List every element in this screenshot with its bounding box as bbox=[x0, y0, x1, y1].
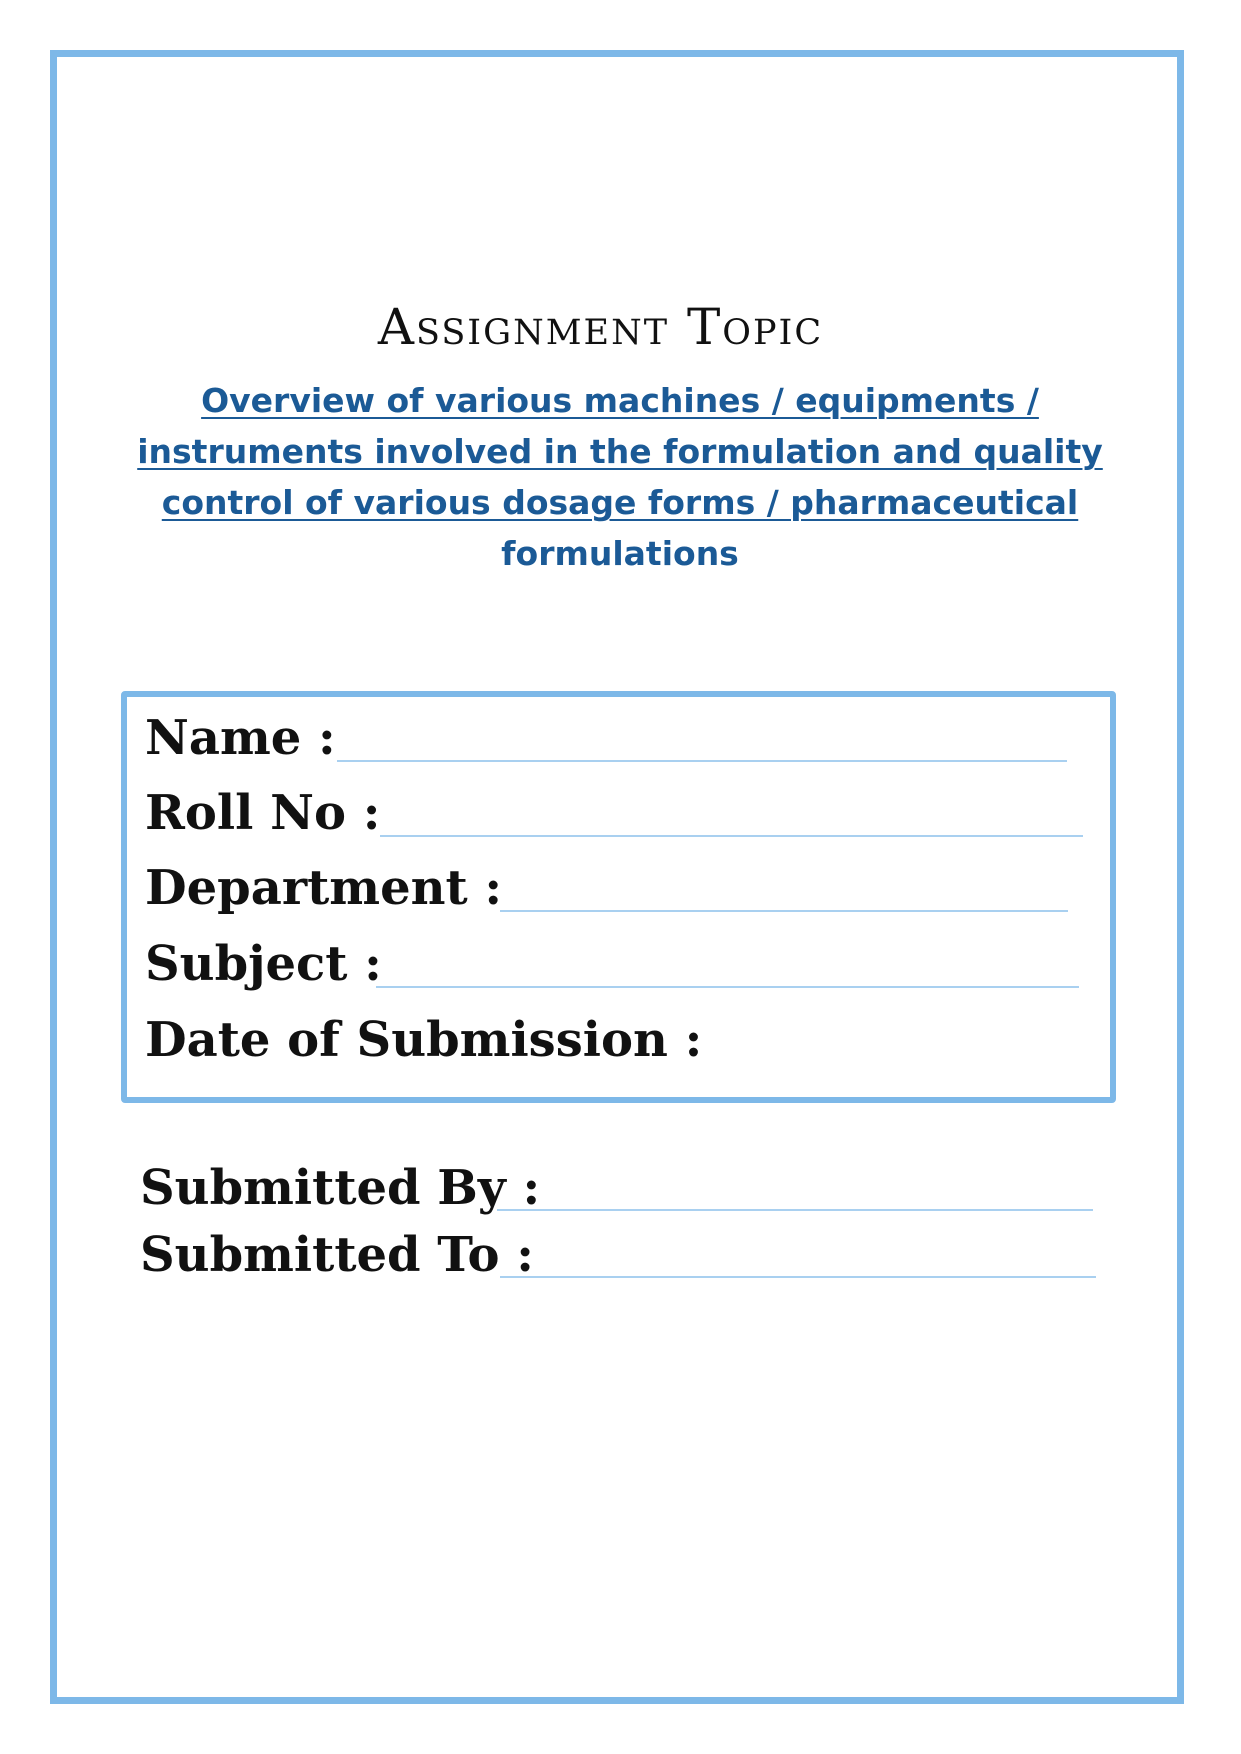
roll-no-label: Roll No : bbox=[145, 785, 381, 841]
name-blank-line[interactable] bbox=[337, 760, 1067, 762]
topic-line-1: Overview of various machines / equipments / bbox=[201, 381, 1039, 420]
topic-line-3: control of various dosage forms / pharmaceutical bbox=[161, 483, 1079, 522]
roll-no-blank-line[interactable] bbox=[380, 835, 1083, 837]
submitted-to-label: Submitted To : bbox=[140, 1227, 534, 1283]
department-label: Department : bbox=[145, 860, 503, 916]
department-blank-line[interactable] bbox=[500, 910, 1068, 912]
topic-line-4: formulations bbox=[501, 534, 739, 573]
assignment-topic bbox=[130, 375, 1110, 579]
topic-line-2: instruments involved in the formulation and quality bbox=[137, 432, 1103, 471]
submitted-by-blank-line[interactable] bbox=[497, 1209, 1093, 1211]
page-title bbox=[0, 298, 1241, 356]
subject-blank-line[interactable] bbox=[376, 986, 1079, 988]
title-text: Assignment Topic bbox=[377, 298, 824, 356]
date-of-submission-label: Date of Submission : bbox=[145, 1012, 703, 1068]
name-label: Name : bbox=[145, 710, 336, 766]
submitted-to-blank-line[interactable] bbox=[500, 1276, 1096, 1278]
submitted-by-label: Submitted By : bbox=[140, 1160, 541, 1216]
subject-label: Subject : bbox=[145, 936, 382, 992]
